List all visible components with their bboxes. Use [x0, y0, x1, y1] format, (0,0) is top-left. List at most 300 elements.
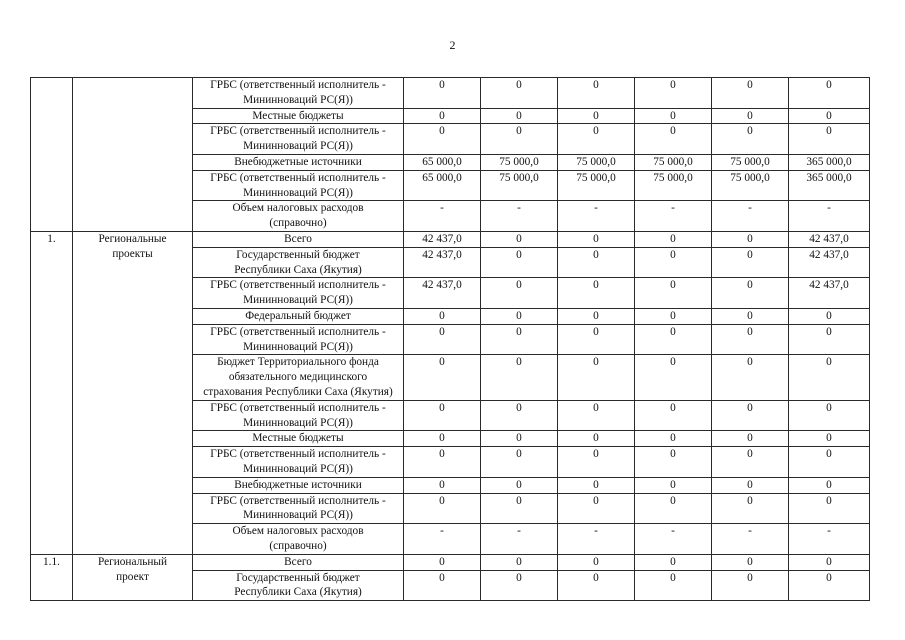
funding-source-cell [193, 108, 404, 124]
item-name-cell [73, 231, 193, 554]
value-cell [404, 231, 481, 247]
funding-source-cell [193, 124, 404, 155]
value-cell [635, 355, 712, 400]
value-cell [481, 108, 558, 124]
row-number-cell [31, 231, 73, 554]
value-cell [789, 78, 870, 109]
value: 365 000,0 [806, 155, 852, 168]
value-cell [481, 278, 558, 309]
funding-source-cell [193, 170, 404, 201]
value: 0 [826, 432, 832, 445]
value: 0 [439, 325, 445, 338]
value-cell [558, 231, 635, 247]
item-name-line: Региональные [98, 232, 167, 245]
value-cell [481, 524, 558, 555]
value: 75 000,0 [499, 155, 539, 168]
item-name-line: проект [116, 570, 149, 583]
value-cell [712, 154, 789, 170]
value: 0 [516, 448, 522, 461]
value: 0 [593, 232, 599, 245]
value: 75 000,0 [576, 171, 616, 184]
value: 0 [516, 109, 522, 122]
value-cell [404, 524, 481, 555]
value: 0 [826, 478, 832, 491]
funding-source-line: страхования Республики Саха (Якутия) [203, 385, 393, 398]
value: - [440, 202, 444, 215]
value-cell [635, 170, 712, 201]
value-cell [481, 247, 558, 278]
value-cell [404, 170, 481, 201]
value-cell [558, 124, 635, 155]
value-cell [558, 108, 635, 124]
funding-source-line: ГРБС (ответственный исполнитель - [210, 171, 386, 184]
value-cell [404, 247, 481, 278]
value: 0 [747, 448, 753, 461]
table-row [31, 554, 870, 570]
funding-source-cell [193, 400, 404, 431]
value-cell [635, 78, 712, 109]
value-cell [635, 493, 712, 524]
table-body [31, 78, 870, 601]
value-cell [789, 170, 870, 201]
funding-source-line: Мининноваций РС(Я)) [243, 140, 353, 153]
value-cell [635, 570, 712, 601]
value: 0 [516, 401, 522, 414]
value: 0 [439, 555, 445, 568]
value-cell [712, 124, 789, 155]
funding-source-cell [193, 278, 404, 309]
value: 0 [516, 494, 522, 507]
value-cell [789, 400, 870, 431]
value: 0 [593, 79, 599, 91]
funding-source-line: Мининноваций РС(Я)) [243, 294, 353, 307]
value: 0 [747, 125, 753, 138]
funding-source-line: Внебюджетные источники [234, 478, 362, 491]
value-cell [404, 154, 481, 170]
item-name-cell [73, 78, 193, 232]
funding-source-cell [193, 431, 404, 447]
value-cell [712, 170, 789, 201]
value: 0 [826, 356, 832, 369]
value: 0 [670, 571, 676, 584]
value-cell [558, 355, 635, 400]
value: - [671, 525, 675, 538]
funding-source-cell [193, 324, 404, 355]
value-cell [558, 247, 635, 278]
value: 75 000,0 [499, 171, 539, 184]
value: 0 [439, 309, 445, 322]
value: 0 [670, 555, 676, 568]
value: 0 [670, 248, 676, 261]
value-cell [712, 431, 789, 447]
funding-source-cell [193, 154, 404, 170]
funding-source-cell [193, 570, 404, 601]
funding-source-cell [193, 201, 404, 232]
funding-source-line: ГРБС (ответственный исполнитель - [210, 79, 386, 91]
row-number: 1.1. [43, 555, 60, 568]
value-cell [712, 570, 789, 601]
value: - [440, 525, 444, 538]
value-cell [635, 324, 712, 355]
funding-source-line: ГРБС (ответственный исполнитель - [210, 401, 386, 414]
value: 0 [670, 401, 676, 414]
value-cell [558, 477, 635, 493]
value: 0 [593, 571, 599, 584]
value: 0 [439, 494, 445, 507]
value-cell [635, 247, 712, 278]
value-cell [404, 78, 481, 109]
value: 0 [593, 478, 599, 491]
funding-source-cell [193, 247, 404, 278]
value-cell [558, 524, 635, 555]
value-cell [635, 108, 712, 124]
value: 0 [826, 571, 832, 584]
value: 0 [516, 571, 522, 584]
value-cell [712, 278, 789, 309]
funding-source-cell [193, 308, 404, 324]
value-cell [712, 477, 789, 493]
value-cell [789, 154, 870, 170]
value-cell [481, 124, 558, 155]
value-cell [789, 308, 870, 324]
value: 0 [826, 325, 832, 338]
funding-source-cell [193, 355, 404, 400]
value-cell [712, 493, 789, 524]
budget-table [30, 77, 870, 601]
value: 0 [747, 248, 753, 261]
value: - [594, 525, 598, 538]
value: 0 [516, 432, 522, 445]
page-number: 2 [449, 38, 456, 52]
funding-source-line: Республики Саха (Якутия) [234, 263, 362, 276]
value-cell [404, 554, 481, 570]
value-cell [481, 431, 558, 447]
value: 0 [516, 555, 522, 568]
value-cell [635, 308, 712, 324]
value: 0 [747, 279, 753, 292]
value-cell [789, 524, 870, 555]
item-name-line: проекты [112, 247, 153, 260]
value-cell [481, 308, 558, 324]
value-cell [635, 124, 712, 155]
value: 0 [439, 432, 445, 445]
value: 0 [593, 325, 599, 338]
value: 0 [593, 432, 599, 445]
value: 0 [826, 309, 832, 322]
funding-source-cell [193, 78, 404, 109]
funding-source-line: ГРБС (ответственный исполнитель - [210, 325, 386, 338]
funding-source-line: Федеральный бюджет [245, 309, 351, 322]
value: 42 437,0 [422, 248, 462, 261]
value-cell [404, 308, 481, 324]
value: 0 [747, 309, 753, 322]
funding-source-line: Мининноваций РС(Я)) [243, 93, 353, 106]
value: 0 [593, 555, 599, 568]
value: 0 [670, 325, 676, 338]
value-cell [712, 324, 789, 355]
value: - [517, 202, 521, 215]
funding-source-line: Государственный бюджет [236, 248, 360, 261]
value: 0 [593, 109, 599, 122]
value-cell [558, 447, 635, 478]
value-cell [404, 431, 481, 447]
value-cell [481, 570, 558, 601]
funding-source-line: Мининноваций РС(Я)) [243, 340, 353, 353]
value: 0 [593, 448, 599, 461]
row-number: 1. [47, 232, 56, 245]
funding-source-line: Мининноваций РС(Я)) [243, 462, 353, 475]
funding-source-line: Бюджет Территориального фонда [217, 356, 379, 369]
value: 75 000,0 [730, 155, 770, 168]
value: 0 [593, 125, 599, 138]
value: 0 [439, 401, 445, 414]
value: - [748, 525, 752, 538]
value: 0 [516, 279, 522, 292]
funding-source-line: Мининноваций РС(Я)) [243, 186, 353, 199]
funding-source-line: Мининноваций РС(Я)) [243, 509, 353, 522]
value: 0 [439, 356, 445, 369]
funding-source-line: Всего [284, 232, 312, 245]
value-cell [404, 477, 481, 493]
value-cell [789, 231, 870, 247]
funding-source-cell [193, 447, 404, 478]
value-cell [789, 355, 870, 400]
funding-source-line: Внебюджетные источники [234, 155, 362, 168]
value-cell [712, 201, 789, 232]
value-cell [481, 355, 558, 400]
value: 0 [826, 79, 832, 91]
value-cell [789, 124, 870, 155]
value-cell [558, 570, 635, 601]
value-cell [712, 447, 789, 478]
value: - [827, 525, 831, 538]
value: 0 [826, 448, 832, 461]
value: - [671, 202, 675, 215]
value-cell [404, 570, 481, 601]
value: - [748, 202, 752, 215]
value: 42 437,0 [422, 279, 462, 292]
value-cell [789, 201, 870, 232]
value-cell [558, 78, 635, 109]
value-cell [481, 154, 558, 170]
value-cell [789, 108, 870, 124]
value: 65 000,0 [422, 171, 462, 184]
value: 42 437,0 [809, 279, 849, 292]
value-cell [789, 554, 870, 570]
value-cell [635, 554, 712, 570]
value: 0 [826, 494, 832, 507]
value: 42 437,0 [422, 232, 462, 245]
value: 0 [670, 109, 676, 122]
value-cell [481, 78, 558, 109]
value: 75 000,0 [576, 155, 616, 168]
funding-source-line: Государственный бюджет [236, 571, 360, 584]
value-cell [635, 154, 712, 170]
value-cell [558, 400, 635, 431]
value: 0 [747, 325, 753, 338]
value: 0 [516, 325, 522, 338]
value-cell [789, 477, 870, 493]
funding-source-line: (справочно) [269, 217, 327, 230]
row-number-cell [31, 78, 73, 232]
value-cell [712, 400, 789, 431]
item-name-cell [73, 554, 193, 600]
value-cell [712, 78, 789, 109]
value-cell [789, 324, 870, 355]
value: 0 [593, 494, 599, 507]
value: 0 [439, 478, 445, 491]
funding-source-line: ГРБС (ответственный исполнитель - [210, 494, 386, 507]
value: 0 [670, 356, 676, 369]
funding-source-line: ГРБС (ответственный исполнитель - [210, 279, 386, 292]
value: 0 [516, 232, 522, 245]
value: 0 [593, 401, 599, 414]
value: 0 [439, 79, 445, 91]
value-cell [481, 554, 558, 570]
value: 0 [593, 248, 599, 261]
value-cell [635, 431, 712, 447]
value-cell [481, 477, 558, 493]
value-cell [789, 278, 870, 309]
funding-source-line: Республики Саха (Якутия) [234, 586, 362, 599]
value: 0 [826, 401, 832, 414]
value: 0 [747, 79, 753, 91]
value-cell [635, 278, 712, 309]
value-cell [712, 355, 789, 400]
value: 0 [670, 494, 676, 507]
value-cell [789, 570, 870, 601]
value-cell [635, 524, 712, 555]
value: - [827, 202, 831, 215]
value: 0 [516, 309, 522, 322]
value: 0 [439, 109, 445, 122]
value-cell [558, 431, 635, 447]
value-cell [635, 447, 712, 478]
value-cell [789, 247, 870, 278]
funding-source-cell [193, 231, 404, 247]
value: 75 000,0 [653, 171, 693, 184]
value: 0 [747, 232, 753, 245]
funding-source-cell [193, 493, 404, 524]
value-cell [635, 201, 712, 232]
value-cell [481, 493, 558, 524]
value: 0 [516, 478, 522, 491]
value-cell [558, 201, 635, 232]
value-cell [712, 108, 789, 124]
funding-source-line: ГРБС (ответственный исполнитель - [210, 125, 386, 138]
value-cell [558, 324, 635, 355]
value-cell [789, 431, 870, 447]
value-cell [635, 231, 712, 247]
value-cell [789, 493, 870, 524]
value-cell [404, 355, 481, 400]
value: 0 [670, 79, 676, 91]
value-cell [558, 308, 635, 324]
value: 42 437,0 [809, 232, 849, 245]
value-cell [635, 400, 712, 431]
funding-source-line: Всего [284, 555, 312, 568]
value: 0 [670, 309, 676, 322]
value-cell [558, 554, 635, 570]
funding-source-line: Местные бюджеты [252, 432, 344, 445]
funding-source-line: Объем налоговых расходов [232, 525, 364, 538]
funding-source-line: обязательного медицинского [228, 371, 368, 384]
value-cell [404, 493, 481, 524]
value: - [517, 525, 521, 538]
value: 0 [747, 555, 753, 568]
table-row [31, 78, 870, 109]
value: 0 [670, 125, 676, 138]
value-cell [404, 278, 481, 309]
row-number-cell [31, 554, 73, 600]
value: 0 [670, 432, 676, 445]
value-cell [712, 554, 789, 570]
value: 365 000,0 [806, 171, 852, 184]
value: 42 437,0 [809, 248, 849, 261]
value-cell [558, 493, 635, 524]
funding-source-line: ГРБС (ответственный исполнитель - [210, 448, 386, 461]
value: 0 [439, 448, 445, 461]
funding-source-cell [193, 477, 404, 493]
value: 0 [826, 555, 832, 568]
value: 0 [516, 79, 522, 91]
value-cell [712, 308, 789, 324]
value: 0 [593, 309, 599, 322]
value-cell [404, 124, 481, 155]
value: 75 000,0 [653, 155, 693, 168]
value: 0 [670, 279, 676, 292]
item-name-line: Региональный [97, 555, 168, 568]
funding-source-line: (справочно) [269, 539, 327, 552]
value-cell [558, 278, 635, 309]
funding-source-line: Мининноваций РС(Я)) [243, 416, 353, 429]
value-cell [789, 447, 870, 478]
value: 0 [516, 248, 522, 261]
value: 0 [747, 432, 753, 445]
value-cell [481, 231, 558, 247]
value: 0 [747, 478, 753, 491]
value: 0 [593, 356, 599, 369]
value-cell [481, 324, 558, 355]
value-cell [635, 477, 712, 493]
value: 0 [670, 232, 676, 245]
value: 0 [670, 448, 676, 461]
value-cell [481, 201, 558, 232]
value: 0 [670, 478, 676, 491]
table-row [31, 231, 870, 247]
value: 65 000,0 [422, 155, 462, 168]
funding-source-cell [193, 524, 404, 555]
value: 0 [826, 125, 832, 138]
value-cell [404, 324, 481, 355]
value-cell [712, 231, 789, 247]
value-cell [404, 447, 481, 478]
value: 0 [593, 279, 599, 292]
value: 0 [516, 356, 522, 369]
value-cell [404, 108, 481, 124]
value-cell [712, 524, 789, 555]
value: 0 [747, 401, 753, 414]
value: 0 [747, 109, 753, 122]
funding-source-line: Объем налоговых расходов [232, 202, 364, 215]
value-cell [481, 447, 558, 478]
value: 0 [747, 356, 753, 369]
value-cell [481, 170, 558, 201]
funding-source-cell [193, 554, 404, 570]
value-cell [712, 247, 789, 278]
value: 0 [516, 125, 522, 138]
funding-source-line: Местные бюджеты [252, 109, 344, 122]
